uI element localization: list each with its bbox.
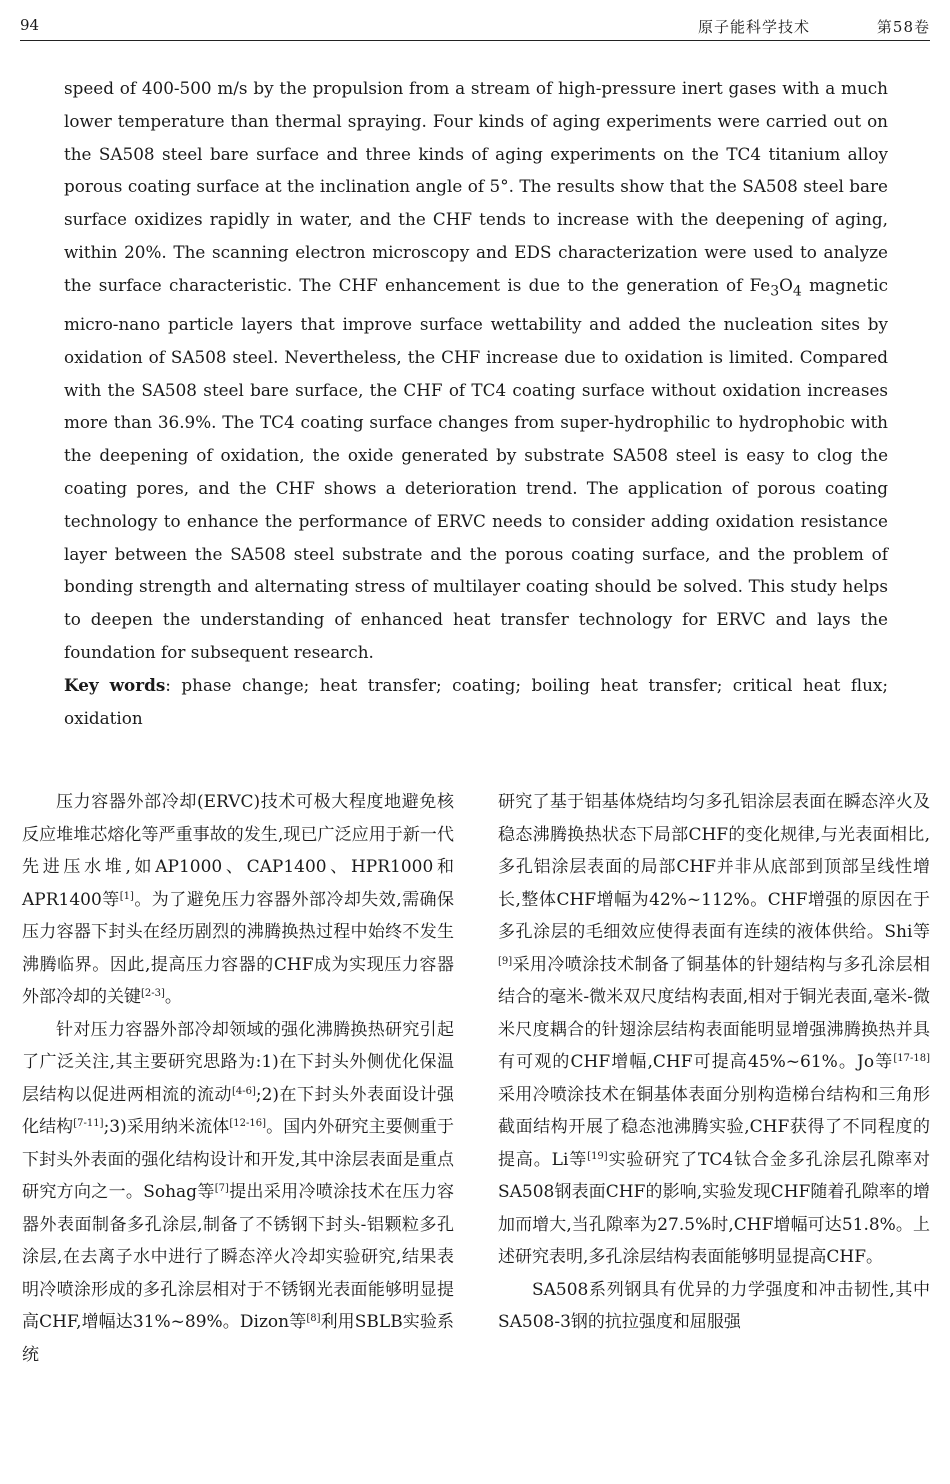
- english-abstract: [64, 72, 888, 734]
- citation[interactable]: [8]: [306, 1313, 321, 1324]
- abstract-paragraph: speed of 400-500 m/s by the propulsion from a stream of high-pressure inert gases with a much lower temperature than thermal spraying. Four kinds of aging experiments were carried out on the SA508 steel bare surface and three kinds of aging experiments on the TC4 titanium alloy porous coating surface at the inclination angle of 5°. The results show that the SA508 steel bare surface oxidizes rapidly in water, and the CHF tends to increase with the deepening of aging, within 20%. The scanning electron microscopy and EDS characterization were used to analyze the surface characteristic. The CHF enhancement is due to the generation of $Fe_3O_4$ magnetic micro-nano particle layers that improve surface wettability and added the nucleation sites by oxidation of SA508 steel. Nevertheless, the CHF increase due to oxidation is limited. Compared with the SA508 steel bare surface, the CHF of TC4 coating surface without oxidation increases more than 36.9%. The TC4 coating surface changes from super-hydrophilic to hydrophobic with the deepening of oxidation, the oxide generated by substrate SA508 steel is easy to clog the coating pores, and the CHF shows a deterioration trend. The application of porous coating technology to enhance the performance of ERVC needs to consider adding oxidation resistance layer between the SA508 steel substrate and the porous coating surface, and the problem of bonding strength and alternating stress of multilayer coating should be solved. This study helps to deepen the understanding of enhanced heat transfer technology for ERVC and lays the foundation for subsequent research.: [64, 78, 888, 662]
- body-column-left: [22, 786, 454, 1371]
- intro-paragraph-2: 针对压力容器外部冷却领域的强化沸腾换热研究引起了广泛关注,其主要研究思路为:1)在下封头外侧优化保温层结构以促进两相流的流动[4-6];2)在下封头外表面设计强化结构[7-11];3)采用纳米流体[12-16]。国内外研究主要侧重于下封头外表面的强化结构设计和开发,其中涂层表面是重点研究方向之一。Sohag等[7]提出采用冷喷涂技术在压力容器外表面制备多孔涂层,制备了不锈钢下封头-铝颗粒多孔涂层,在去离子水中进行了瞬态淬火冷却实验研究,结果表明冷喷涂形成的多孔涂层相对于不锈钢光表面能够明显提高CHF,增幅达31%~89%。Dizon等[8]利用SBLB实验系统: [22, 1019, 455, 1365]
- citation[interactable]: [12-16]: [229, 1118, 267, 1129]
- keywords: Key words: phase change; heat transfer; coating; boiling heat transfer; critical heat flux; oxidation: [64, 674, 889, 728]
- citation[interactable]: [1]: [119, 890, 134, 902]
- journal-name: 原子能科学技术: [697, 18, 810, 36]
- subscript-4: 4: [792, 283, 802, 300]
- citation[interactable]: [17-18]: [893, 1053, 930, 1064]
- body-column-right: [498, 786, 930, 1339]
- intro-paragraph-2-cont: 研究了基于铝基体烧结均匀多孔铝涂层表面在瞬态淬火及稳态沸腾换热状态下局部CHF的变化规律,与光表面相比,多孔铝涂层表面的局部CHF并非从底部到顶部呈线性增长,整体CHF增幅为42%~112%。CHF增强的原因在于多孔涂层的毛细效应使得表面有连续的液体供给。Shi等[9]采用冷喷涂技术制备了铜基体的针翅结构与多孔涂层相结合的毫米-微米双尺度结构表面,相对于铜光表面,毫米-微米尺度耦合的针翅涂层结构表面能明显增强沸腾换热并具有可观的CHF增幅,CHF可提高45%~61%。Jo等[17-18]采用冷喷涂技术在铜基体表面分别构造梯台结构和三角形截面结构开展了稳态池沸腾实验,CHF获得了不同程度的提高。Li等[19]实验研究了TC4钛合金多孔涂层孔隙率对SA508钢表面CHF的影响,实验发现CHF随着孔隙率的增加而增大,当孔隙率为27.5%时,CHF增幅可达51.8%。上述研究表明,多孔涂层结构表面能够明显提高CHF。: [498, 792, 930, 1267]
- citation[interactable]: [7-11]: [73, 1118, 104, 1129]
- citation[interactable]: [19]: [587, 1150, 608, 1162]
- citation[interactable]: [7]: [214, 1183, 229, 1194]
- volume-label: 第58卷: [876, 18, 930, 36]
- citation[interactable]: [2-3]: [141, 988, 165, 999]
- intro-paragraph-3: SA508系列钢具有优异的力学强度和冲击韧性,其中SA508-3钢的抗拉强度和屈服强: [498, 1279, 930, 1332]
- intro-paragraph-1: 压力容器外部冷却(ERVC)技术可极大程度地避免核反应堆堆芯熔化等严重事故的发生,现已广泛应用于新一代先进压水堆,如AP1000、CAP1400、HPR1000和APR1400等[1]。为了避免压力容器外部冷却失效,需确保压力容器下封头在经历剧烈的沸腾换热过程中始终不发生沸腾临界。因此,提高压力容器的CHF成为实现压力容器外部冷却的关键[2-3]。: [22, 792, 455, 1007]
- subscript-3: 3: [770, 283, 780, 300]
- page-header: [20, 14, 930, 41]
- citation[interactable]: [9]: [498, 955, 513, 967]
- citation[interactable]: [4-6]: [231, 1085, 256, 1097]
- page-number: 94: [20, 16, 40, 34]
- keywords-label: Key words: [64, 674, 166, 695]
